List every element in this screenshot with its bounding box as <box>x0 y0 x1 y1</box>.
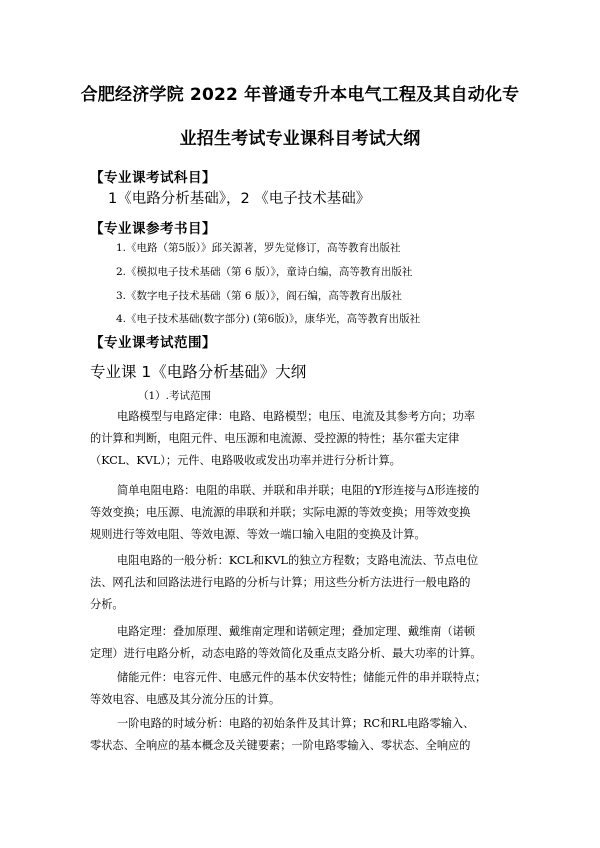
scope-label: （1）.考试范围 <box>138 390 212 402</box>
book-item: 3.《数字电子技术基础（第 6 版）》，阎石编，高等教育出版社 <box>116 290 402 302</box>
paragraph-line: 零状态、全响应的基本概念及关键要素；一阶电路零输入、零状态、全响应的 <box>90 739 471 752</box>
paragraph-energy-storage <box>90 667 520 711</box>
book-item: 2.《模拟电子技术基础（第 6 版）》，童诗白编，高等教育出版社 <box>116 266 413 278</box>
paragraph-line: 等效电容、电感及其分流分压的计算。 <box>90 693 281 706</box>
paragraph-circuit-theorems <box>90 621 520 665</box>
paragraph-line: 电路定理：叠加原理、戴维南定理和诺顿定理；叠加定理、戴维南（诺顿 <box>117 625 476 638</box>
paragraph-circuit-models <box>90 406 520 472</box>
section-heading-subjects: 【专业课考试科目】 <box>90 170 216 186</box>
subjects-list: 1《电路分析基础》，2 《电子技术基础》 <box>108 191 371 207</box>
paragraph-line: 等效变换；电压源、电流源的串联和并联；实际电源的等效变换；用等效变换 <box>90 506 471 519</box>
document-title-line-1: 合肥经济学院 2022 年普通专升本电气工程及其自动化专 <box>80 85 520 105</box>
paragraph-line: 储能元件：电容元件、电感元件的基本伏安特性；储能元件的串并联特点； <box>117 671 487 684</box>
paragraph-line: 分析。 <box>90 598 124 611</box>
book-item: 1.《电路（第5版）》邱关源著，罗先觉修订，高等教育出版社 <box>116 242 401 254</box>
paragraph-line: （KCL、KVL）；元件、电路吸收或发出功率并进行分析计算。 <box>90 454 401 467</box>
paragraph-line: 电阻电路的一般分析：KCL和KVL的独立方程数；支路电流法、节点电位 <box>117 554 479 567</box>
section-heading-books: 【专业课参考书目】 <box>90 221 216 237</box>
paragraph-line: 定理）进行电路分析，动态电路的等效简化及重点支路分析、最大功率的计算。 <box>90 647 482 660</box>
book-item: 4.《电子技术基础(数字部分) (第6版)》，康华光，高等教育出版社 <box>116 313 421 325</box>
document-title-line-2: 业招生考试专业课科目考试大纲 <box>179 129 421 149</box>
paragraph-line: 电路模型与电路定律：电路、电路模型；电压、电流及其参考方向；功率 <box>117 410 476 423</box>
outline-title: 专业课 1《电路分析基础》大纲 <box>90 363 307 381</box>
paragraph-resistive-circuits <box>90 480 520 546</box>
section-heading-scope: 【专业课考试范围】 <box>90 335 216 351</box>
paragraph-line: 简单电阻电路：电阻的串联、并联和串并联；电阻的Y形连接与Δ形连接的 <box>117 484 480 497</box>
paragraph-line: 规则进行等效电阻、等效电源、等效一端口输入电阻的变换及计算。 <box>90 528 426 541</box>
paragraph-first-order-circuits <box>90 713 520 757</box>
paragraph-general-analysis <box>90 550 520 616</box>
paragraph-line: 的计算和判断，电阻元件、电压源和电流源、受控源的特性；基尔霍夫定律 <box>90 432 460 445</box>
paragraph-line: 法、网孔法和回路法进行电路的分析与计算；用这些分析方法进行一般电路的 <box>90 576 471 589</box>
paragraph-line: 一阶电路的时域分析：电路的初始条件及其计算；RC和RL电路零输入、 <box>117 717 475 730</box>
